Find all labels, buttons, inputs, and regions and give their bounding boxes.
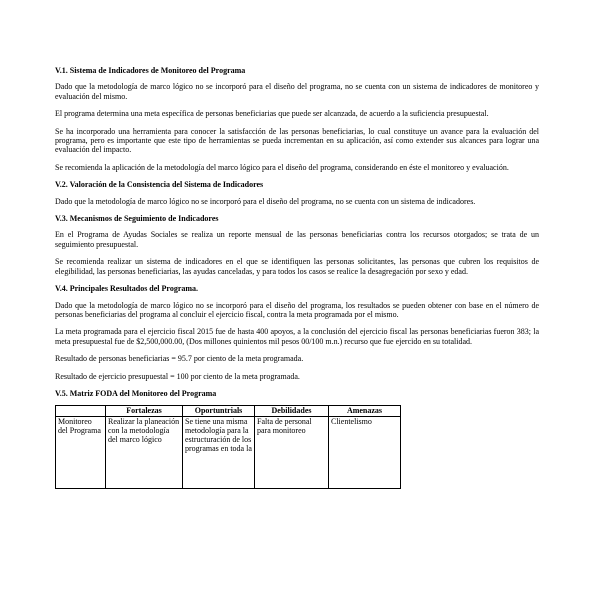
- paragraph: Se recomienda realizar un sistema de indicadores en el que se identifiquen las personas solicitantes, las personas que cubren los requisitos de elegibilidad, las personas beneficiarias, las ayudas canceladas, y para todos los casos se realice la desagregación por sexo y edad.: [55, 257, 539, 276]
- document-page: [55, 66, 539, 489]
- paragraph: Se ha incorporado una herramienta para conocer la satisfacción de las personas beneficiarias, lo cual constituye un avance para la evaluación del programa, pero es importante que este tipo de herramientas se pueda incrementan en su aplicación, así como extender sus alcances para lograr una evaluación del impacto.: [55, 126, 539, 155]
- table-row: [56, 416, 401, 488]
- table-header-cell: Fortalezas: [106, 406, 183, 416]
- section-heading-v2: V.2. Valoración de la Consistencia del Sistema de Indicadores: [55, 180, 264, 190]
- paragraph: La meta programada para el ejercicio fiscal 2015 fue de hasta 400 apoyos, a la conclusión del ejercicio fiscal las personas beneficiarias fueron 383; la meta presupuestal fue de $2,500,000.00, (Dos millones quinientos mil pesos 00/100 m.n.) recurso que fue ejercido en su totalidad.: [55, 327, 539, 346]
- table-header-cell: [56, 406, 106, 416]
- table-cell-amenazas: Clientelismo: [329, 416, 401, 488]
- paragraph: En el Programa de Ayudas Sociales se realiza un reporte mensual de las personas beneficiarias contra los recursos otorgados; se trata de un seguimiento presupuestal.: [55, 230, 539, 249]
- result-line: Resultado de ejercicio presupuestal = 100 por ciento de la meta programada.: [55, 371, 300, 381]
- table-cell-fortalezas: Realizar la planeación con la metodología del marco lógico: [106, 416, 183, 488]
- table-header-cell: Amenazas: [329, 406, 401, 416]
- paragraph: El programa determina una meta específica de personas beneficiarias que puede ser alcanzada, de acuerdo a la suficiencia presupuestal.: [55, 109, 489, 119]
- foda-table: [55, 405, 401, 488]
- table-cell-oportunidades: Se tiene una misma metodología para la estructuración de los programas en toda la: [183, 416, 255, 488]
- result-line: Resultado de personas beneficiarias = 95.7 por ciento de la meta programada.: [55, 354, 304, 364]
- section-heading-v4: V.4. Principales Resultados del Programa.: [55, 284, 199, 294]
- table-cell-debilidades: Falta de personal para monitoreo: [255, 416, 329, 488]
- paragraph: Dado que la metodología de marco lógico no se incorporó para el diseño del programa, no se cuenta con un sistema de indicadores de monitoreo y evaluación del mismo.: [55, 82, 539, 101]
- section-heading-v5: V.5. Matriz FODA del Monitoreo del Programa: [55, 388, 217, 398]
- table-header-cell: Debilidades: [255, 406, 329, 416]
- table-header-row: [56, 406, 401, 416]
- paragraph: Dado que la metodología de marco lógico no se incorporó para el diseño del programa, los resultados se pueden obtener con base en el número de personas beneficiarias del programa al concluir el ejercicio fiscal, contra la meta programada por el mismo.: [55, 300, 539, 319]
- table-header-cell: Oportuntrials: [183, 406, 255, 416]
- paragraph: Dado que la metodología de marco lógico no se incorporó para el diseño del programa, no se cuenta con un sistema de indicadores.: [55, 196, 476, 206]
- section-heading-v1: V.1. Sistema de Indicadores de Monitoreo del Programa: [55, 66, 246, 75]
- paragraph: Se recomienda la aplicación de la metodología del marco lógico para el diseño del programa, considerando en éste el monitoreo y evaluación.: [55, 162, 509, 172]
- section-heading-v3: V.3. Mecanismos de Seguimiento de Indicadores: [55, 214, 219, 224]
- table-cell-row-label: Monitoreo del Programa: [56, 416, 106, 488]
